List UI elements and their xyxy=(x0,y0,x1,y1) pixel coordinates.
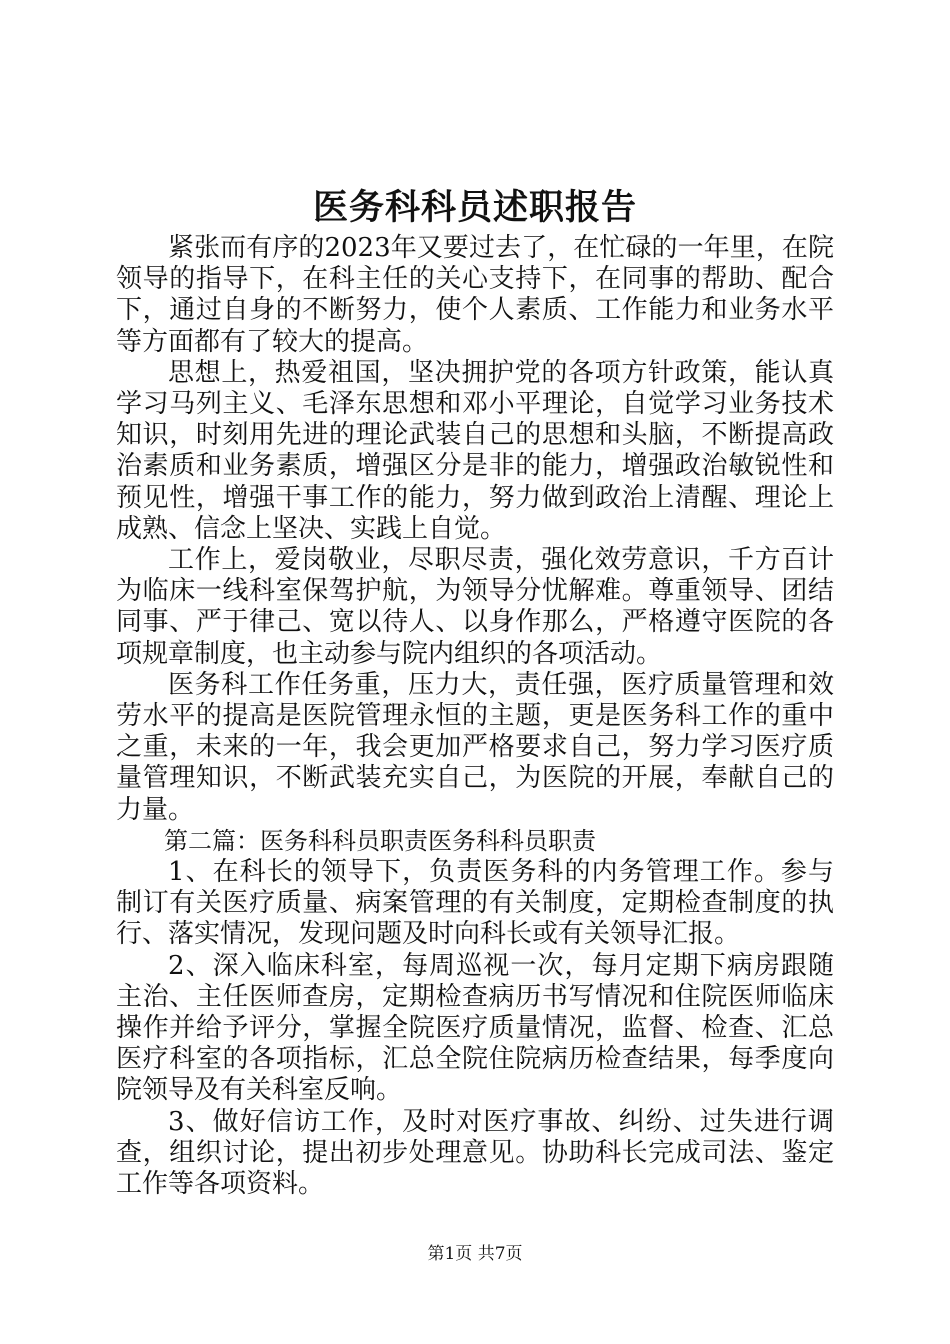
paragraph-outlook: 医务科工作任务重，压力大，责任强，医疗质量管理和效劳水平的提高是医院管理永恒的主题，更是医务科工作的重中之重，未来的一年，我会更加严格要求自己，努力学习医疗质量管理知识，不断武装充实自己，为医院的开展，奉献自己的力量。 xyxy=(116,669,834,825)
page-footer: 第1页 共7页 xyxy=(427,1244,523,1264)
paragraph-work: 工作上，爱岗敬业，尽职尽责，强化效劳意识，千方百计为临床一线科室保驾护航，为领导分忧解难。尊重领导、团结同事、严于律己、宽以待人、以身作那么，严格遵守医院的各项规章制度，也主动参与院内组织的各项活动。 xyxy=(116,545,834,669)
duty-item-3: 3、做好信访工作，及时对医疗事故、纠纷、过失进行调查，组织讨论，提出初步处理意见。协助科长完成司法、鉴定工作等各项资料。 xyxy=(116,1106,834,1200)
section-heading: 第二篇：医务科科员职责医务科科员职责 xyxy=(164,826,596,855)
duty-item-1: 1、在科长的领导下，负责医务科的内务管理工作。参与制订有关医疗质量、病案管理的有关制度，定期检查制度的执行、落实情况，发现问题及时向科长或有关领导汇报。 xyxy=(116,857,834,950)
paragraph-intro: 紧张而有序的2023年又要过去了，在忙碌的一年里，在院领导的指导下，在科主任的关心支持下，在同事的帮助、配合下，通过自身的不断努力，使个人素质、工作能力和业务水平等方面都有了较大的提高。 xyxy=(116,233,834,357)
paragraph-thought: 思想上，热爱祖国，坚决拥护党的各项方针政策，能认真学习马列主义、毛泽东思想和邓小平理论，自觉学习业务技术知识，时刻用先进的理论武装自己的思想和头脑，不断提高政治素质和业务素质，增强区分是非的能力，增强政治敏锐性和预见性，增强干事工作的能力，努力做到政治上清醒、理论上成熟、信念上坚决、实践上自觉。 xyxy=(116,357,834,544)
document-body xyxy=(116,233,834,1200)
duty-item-2: 2、深入临床科室，每周巡视一次，每月定期下病房跟随主治、主任医师查房，定期检查病历书写情况和住院医师临床操作并给予评分，掌握全院医疗质量情况，监督、检查、汇总医疗科室的各项指标，汇总全院住院病历检查结果，每季度向院领导及有关科室反响。 xyxy=(116,950,834,1106)
document-title: 医务科科员述职报告 xyxy=(312,187,637,228)
